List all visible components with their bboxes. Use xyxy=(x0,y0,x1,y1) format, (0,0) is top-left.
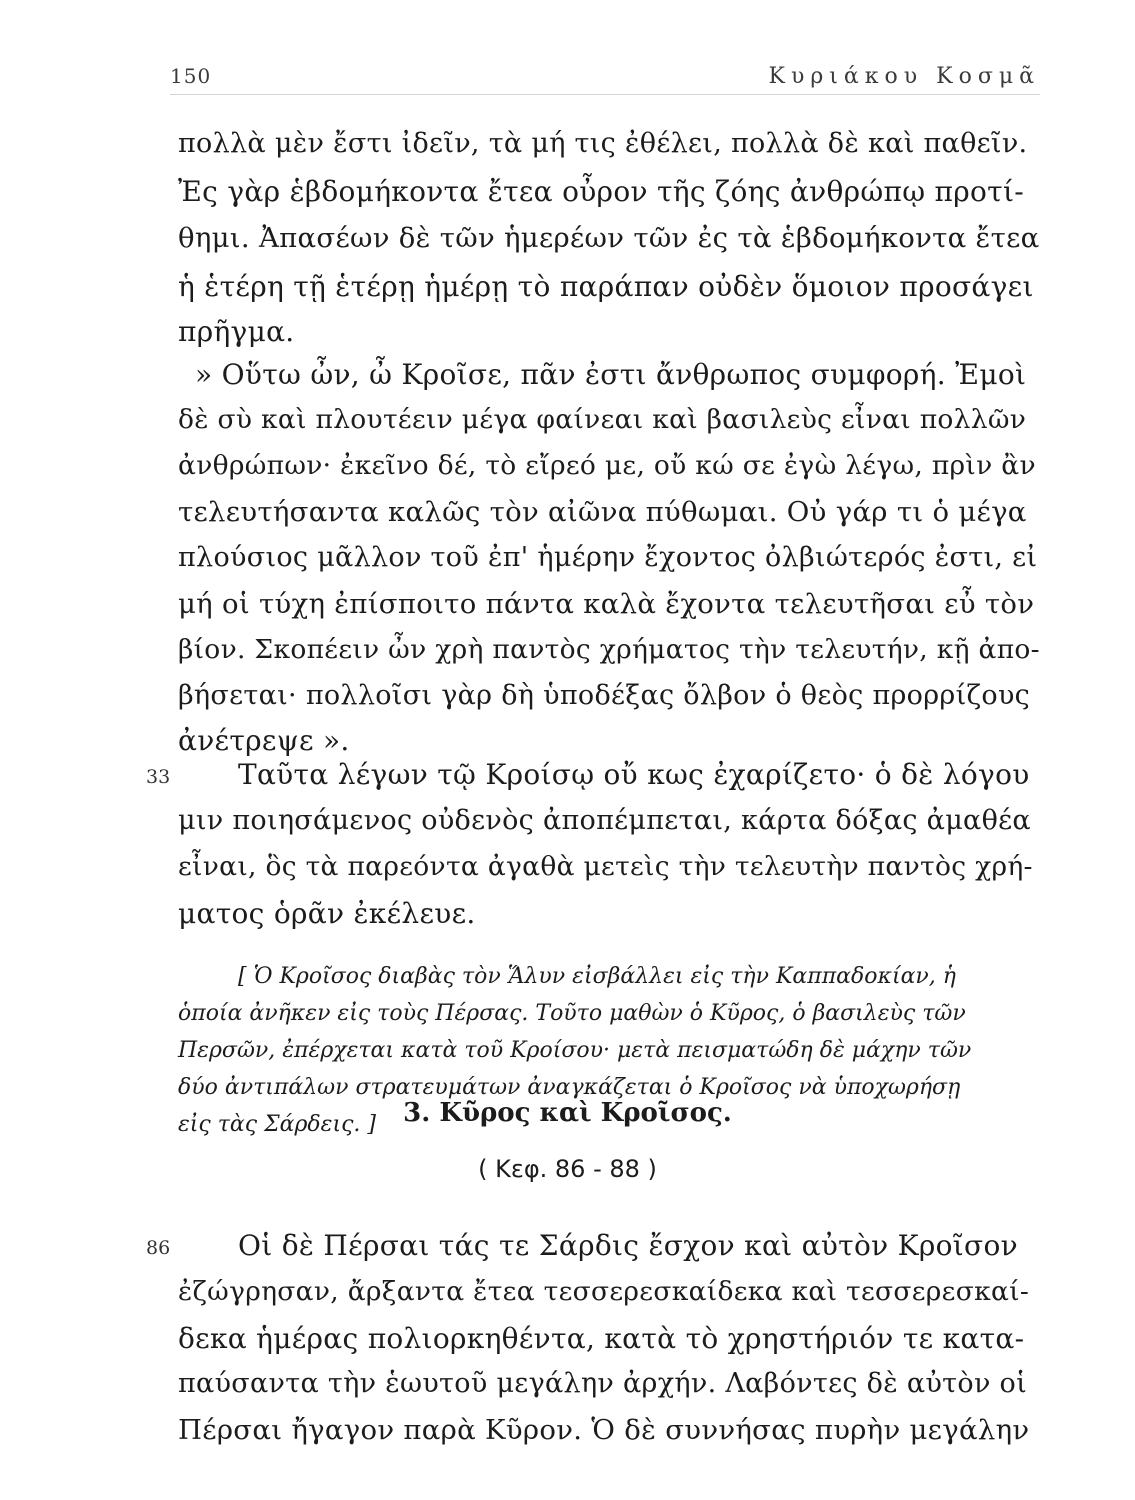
note-line: εἰς τὰς Σάρδεις. ] xyxy=(178,1112,376,1137)
section-heading: 3. Κῦρος καὶ Κροῖσος. xyxy=(403,1098,732,1128)
text-line: μή οἱ τύχη ἐπίσποιτο πάντα καλὰ ἔχοντα τελευτῆσαι εὖ τὸν xyxy=(178,588,1035,620)
text-line: » Οὕτω ὦν, ὦ Κροῖσε, πᾶν ἐστι ἄνθρωπος συμφορή. Ἐμοὶ xyxy=(195,358,1027,391)
text-line: παύσαντα τὴν ἑωυτοῦ μεγάλην ἀρχήν. Λαβόντες δὲ αὐτὸν οἱ xyxy=(178,1368,1027,1399)
text-line: ἐζώγρησαν, ἄρξαντα ἔτεα τεσσερεσκαίδεκα καὶ τεσσερεσκαί- xyxy=(178,1276,1030,1307)
page-number: 150 xyxy=(170,64,212,88)
running-header xyxy=(170,60,1040,95)
text-line: ἡ ἑτέρη τῇ ἑτέρῃ ἡμέρῃ τὸ παράπαν οὐδὲν ὅμοιον προσάγει xyxy=(178,270,1034,303)
text-line: βίον. Σκοπέειν ὦν χρὴ παντὸς χρήματος τὴν τελευτήν, κῇ ἀπο- xyxy=(178,634,1040,665)
text-line: ἀνθρώπων· ἐκεῖνο δέ, τὸ εἴρεό με, οὔ κώ σε ἐγὼ λέγω, πρὶν ἂν xyxy=(178,450,1036,481)
chapter-reference: ( Κεφ. 86 - 88 ) xyxy=(478,1155,657,1183)
text-line: πλούσιος μᾶλλον τοῦ ἐπ' ἡμέρην ἔχοντος ὀλβιώτερός ἐστι, εἰ xyxy=(178,542,1038,573)
text-line: πολλὰ μὲν ἔστι ἰδεῖν, τὰ μή τις ἐθέλει, πολλὰ δὲ καὶ παθεῖν. xyxy=(178,128,1028,159)
text-line: ἀνέτρεψε ». xyxy=(178,724,350,757)
note-line: [ Ὁ Κροῖσος διαβὰς τὸν Ἅλυν εἰσβάλλει εἰς τὴν Καππαδοκίαν, ἡ xyxy=(238,964,956,989)
text-line: Οἱ δὲ Πέρσαι τάς τε Σάρδις ἔσχον καὶ αὐτὸν Κροῖσον xyxy=(238,1229,1018,1262)
text-line: μιν ποιησάμενος οὐδενὸς ἀποπέμπεται, κάρτα δόξας ἀμαθέα xyxy=(178,805,1031,836)
note-line: δύο ἀντιπάλων στρατευμάτων ἀναγκάζεται ὁ Κροῖσος νὰ ὑποχωρήσῃ xyxy=(178,1075,961,1100)
text-line: βήσεται· πολλοῖσι γὰρ δὴ ὑποδέξας ὄλβον ὁ θεὸς προρρίζους xyxy=(178,680,1031,711)
text-line: Ταῦτα λέγων τῷ Κροίσῳ οὔ κως ἐχαρίζετο· ὁ δὲ λόγου xyxy=(238,758,1030,791)
text-line: Ἐς γὰρ ἑβδομήκοντα ἔτεα οὖρον τῆς ζόης ἀνθρώπῳ προτί- xyxy=(178,175,1025,208)
text-line: δὲ σὺ καὶ πλουτέειν μέγα φαίνεαι καὶ βασιλεὺς εἶναι πολλῶν xyxy=(178,404,1027,435)
text-line: δεκα ἡμέρας πολιορκηθέντα, κατὰ τὸ χρηστήριόν τε κατα- xyxy=(178,1322,1025,1355)
section-number: 33 xyxy=(146,766,171,788)
text-line: ματος ὁρᾶν ἐκέλευε. xyxy=(178,897,476,930)
note-line: ὁποία ἀνῆκεν εἰς τοὺς Πέρσας. Τοῦτο μαθὼν ὁ Κῦρος, ὁ βασιλεὺς τῶν xyxy=(178,1001,966,1026)
text-line: πρῆγμα. xyxy=(178,315,295,348)
text-line: τελευτήσαντα καλῶς τὸν αἰῶνα πύθωμαι. Οὐ γάρ τι ὁ μέγα xyxy=(178,496,1027,528)
text-line: εἶναι, ὃς τὰ παρεόντα ἀγαθὰ μετεὶς τὴν τελευτὴν παντὸς χρή- xyxy=(178,851,1033,882)
note-line: Περσῶν, ἐπέρχεται κατὰ τοῦ Κροίσου· μετὰ πεισματώδη δὲ μάχην τῶν xyxy=(178,1038,972,1063)
text-line: θημι. Ἀπασέων δὲ τῶν ἡμερέων τῶν ἐς τὰ ἑβδομήκοντα ἔτεα xyxy=(178,222,1040,254)
section-number: 86 xyxy=(146,1237,171,1259)
text-line: Πέρσαι ἤγαγον παρὰ Κῦρον. Ὁ δὲ συννήσας πυρὴν μεγάλην xyxy=(178,1414,1030,1446)
running-head-title: Κυριάκου Κοσμᾶ xyxy=(768,64,1040,89)
